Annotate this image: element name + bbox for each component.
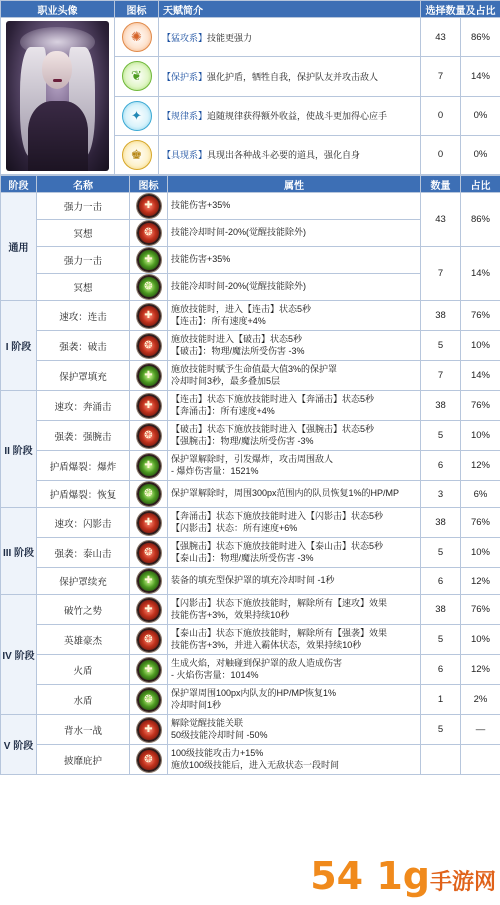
skill-attr-line: 技能伤害+35% — [171, 254, 231, 265]
skill-attr-line: 生成火焰，对触碰到保护罩的敌人造成伤害 — [171, 658, 343, 668]
skill-percent: — — [461, 715, 500, 745]
skill-emblem-icon: ✚ — [137, 364, 161, 388]
skill-emblem-icon: ❂ — [137, 221, 161, 245]
skill-name: 强袭：强腕击 — [37, 421, 130, 451]
skill-attributes — [168, 595, 421, 625]
skill-row — [1, 451, 500, 481]
skill-emblem-icon: ❂ — [137, 541, 161, 565]
skill-attr-line: 100级技能攻击力+15% — [171, 748, 264, 758]
skill-row — [1, 685, 500, 715]
skill-row — [1, 301, 500, 331]
skill-percent — [461, 745, 500, 775]
skill-icon-cell — [130, 655, 168, 685]
count-header: 数量 — [421, 176, 461, 193]
attr-header: 属性 — [168, 176, 421, 193]
talent-count: 0 — [421, 96, 461, 135]
skill-emblem-icon: ❂ — [137, 688, 161, 712]
skill-attr-line: 技能冷却时间-20%(觉醒技能除外) — [171, 227, 307, 238]
skill-icon-header: 图标 — [130, 176, 168, 193]
skill-icon-cell — [130, 595, 168, 625]
talent-row — [1, 18, 500, 57]
talent-tag: 【保护系】 — [162, 71, 208, 82]
skill-count: 5 — [421, 625, 461, 655]
skill-row — [1, 331, 500, 361]
skill-row — [1, 247, 500, 274]
skill-attr-line: - 火焰伤害量：1014% — [171, 669, 259, 680]
talent-text: 追随规律获得额外收益，使战斗更加得心应手 — [207, 111, 388, 122]
skill-icon-cell — [130, 745, 168, 775]
skill-count: 38 — [421, 391, 461, 421]
skill-icon-cell — [130, 220, 168, 247]
skill-emblem-icon: ❂ — [137, 424, 161, 448]
skill-name: 护盾爆裂：爆炸 — [37, 451, 130, 481]
skill-count: 6 — [421, 568, 461, 595]
skill-header-row — [1, 176, 500, 193]
skill-row — [1, 391, 500, 421]
skill-emblem-icon: ✚ — [137, 394, 161, 418]
skill-name: 冥想 — [37, 220, 130, 247]
skill-icon-cell — [130, 361, 168, 391]
talent-icon-cell — [115, 57, 159, 96]
skill-attr-line: 解除觉醒技能关联 — [171, 718, 244, 728]
skill-emblem-icon: ✚ — [137, 248, 161, 272]
talent-tag: 【规律系】 — [162, 111, 208, 122]
talent-icon-cell — [115, 135, 159, 174]
skill-percent: 10% — [461, 538, 500, 568]
skill-name: 英雄豪杰 — [37, 625, 130, 655]
talent-count: 43 — [421, 18, 461, 57]
stage-label: II 阶段 — [1, 391, 37, 508]
skill-attributes — [168, 715, 421, 745]
skill-emblem-icon: ❂ — [137, 275, 161, 299]
talent-intro-header: 天赋简介 — [159, 1, 421, 18]
skill-attr-line: 【强腕击】状态下施放技能时进入【泰山击】状态5秒 — [171, 541, 384, 551]
talent-percent: 14% — [461, 57, 500, 96]
skill-count: 6 — [421, 655, 461, 685]
skill-attributes — [168, 391, 421, 421]
skill-attr-line: 冷却时间1秒 — [171, 699, 222, 710]
skill-emblem-icon: ✚ — [137, 569, 161, 593]
skill-row — [1, 538, 500, 568]
skill-row — [1, 361, 500, 391]
skill-row — [1, 508, 500, 538]
talent-description — [159, 18, 421, 57]
skill-attributes — [168, 193, 421, 220]
skill-percent: 76% — [461, 301, 500, 331]
stage-label: V 阶段 — [1, 715, 37, 775]
skill-attributes — [168, 538, 421, 568]
skill-row — [1, 421, 500, 451]
class-portrait-cell — [1, 18, 115, 175]
skill-name: 背水一战 — [37, 715, 130, 745]
skill-attr-line: 【连击】：所有速度+4% — [171, 315, 266, 326]
skill-attributes — [168, 745, 421, 775]
skill-emblem-icon: ❂ — [137, 334, 161, 358]
skill-attr-line: 技能伤害+3%，并进入霸体状态，效果持续10秒 — [171, 639, 362, 650]
skill-attributes — [168, 685, 421, 715]
skill-table — [0, 175, 500, 775]
pct-header: 占比 — [461, 176, 500, 193]
watermark-main: 54 1g — [310, 854, 430, 898]
skill-icon-cell — [130, 625, 168, 655]
talent-header-row — [1, 1, 500, 18]
skill-attributes — [168, 625, 421, 655]
skill-name: 保护罩续充 — [37, 568, 130, 595]
skill-name: 强袭：破击 — [37, 331, 130, 361]
skill-name: 速攻：连击 — [37, 301, 130, 331]
skill-percent: 6% — [461, 481, 500, 508]
stage-label: III 阶段 — [1, 508, 37, 595]
skill-name: 破竹之势 — [37, 595, 130, 625]
skill-attributes — [168, 247, 421, 274]
talent-table — [0, 0, 500, 175]
skill-attr-line: 施放技能时赋予生命值最大值3%的保护罩 — [171, 364, 338, 374]
skill-attr-line: 冷却时间3秒，最多叠加5层 — [171, 375, 281, 386]
skill-attr-line: 施放技能时，进入【连击】状态5秒 — [171, 304, 312, 314]
skill-percent: 10% — [461, 421, 500, 451]
skill-name: 强袭：泰山击 — [37, 538, 130, 568]
skill-name: 速攻：闪影击 — [37, 508, 130, 538]
skill-count: 7 — [421, 247, 461, 301]
talent-icon-header: 图标 — [115, 1, 159, 18]
skill-attr-line: 技能伤害+35% — [171, 200, 231, 211]
talent-icon-cell — [115, 96, 159, 135]
skill-icon-cell — [130, 421, 168, 451]
skill-count: 5 — [421, 538, 461, 568]
skill-percent: 14% — [461, 361, 500, 391]
skill-count: 38 — [421, 301, 461, 331]
talent-percent: 86% — [461, 18, 500, 57]
skill-count: 7 — [421, 361, 461, 391]
skill-name: 护盾爆裂：恢复 — [37, 481, 130, 508]
skill-count: 43 — [421, 193, 461, 247]
skill-attr-line: 【破击】：物理/魔法所受伤害 -3% — [171, 345, 305, 356]
skill-emblem-icon: ❂ — [137, 748, 161, 772]
skill-count: 3 — [421, 481, 461, 508]
skill-attr-line: 【破击】状态下施放技能时进入【强腕击】状态5秒 — [171, 424, 375, 434]
talent-tag: 【具现系】 — [162, 150, 208, 161]
skill-attr-line: 保护罩解除时，周围300px范围内的队员恢复1%的HP/MP — [171, 488, 400, 499]
skill-attributes — [168, 481, 421, 508]
class-portrait — [6, 21, 109, 171]
skill-row — [1, 568, 500, 595]
name-header: 名称 — [37, 176, 130, 193]
skill-name: 保护罩填充 — [37, 361, 130, 391]
skill-attributes — [168, 508, 421, 538]
skill-percent: 12% — [461, 568, 500, 595]
skill-attr-line: 保护罩解除时，引发爆炸，攻击周围敌人 — [171, 454, 334, 464]
skill-attributes — [168, 301, 421, 331]
skill-attributes — [168, 568, 421, 595]
skill-count: 38 — [421, 595, 461, 625]
skill-emblem-icon: ❂ — [137, 482, 161, 506]
rule-icon: ✦ — [122, 101, 152, 131]
skill-count: 5 — [421, 715, 461, 745]
skill-icon-cell — [130, 301, 168, 331]
skill-percent: 10% — [461, 625, 500, 655]
talent-count-header: 选择数量及占比 — [421, 1, 500, 18]
talent-description — [159, 135, 421, 174]
skill-emblem-icon: ✚ — [137, 598, 161, 622]
skill-icon-cell — [130, 451, 168, 481]
portrait-header: 职业头像 — [1, 1, 115, 18]
talent-icon-cell — [115, 18, 159, 57]
talent-text: 具现出各种战斗必要的道具，强化自身 — [207, 150, 361, 161]
skill-row — [1, 193, 500, 220]
skill-row — [1, 655, 500, 685]
skill-attr-line: 【奔涌击】：所有速度+4% — [171, 405, 275, 416]
skill-percent: 12% — [461, 655, 500, 685]
skill-icon-cell — [130, 247, 168, 274]
skill-count: 1 — [421, 685, 461, 715]
skill-attr-line: 【闪影击】状态：所有速度+6% — [171, 522, 298, 533]
skill-name: 冥想 — [37, 274, 130, 301]
skill-attr-line: 50级技能冷却时间 -50% — [171, 729, 268, 740]
fierce-icon: ✺ — [122, 22, 152, 52]
skill-count: 5 — [421, 421, 461, 451]
skill-attr-line: 装备的填充型保护罩的填充冷却时间 -1秒 — [171, 575, 335, 586]
skill-attr-line: 施放100级技能后，进入无敌状态一段时间 — [171, 759, 340, 770]
skill-name: 火盾 — [37, 655, 130, 685]
skill-emblem-icon: ✚ — [137, 304, 161, 328]
skill-attr-line: 【泰山击】：物理/魔法所受伤害 -3% — [171, 552, 314, 563]
talent-percent: 0% — [461, 96, 500, 135]
talent-description — [159, 96, 421, 135]
skill-count: 5 — [421, 331, 461, 361]
real-icon: ♚ — [122, 140, 152, 170]
skill-attr-line: 保护罩周围100px内队友的HP/MP恢复1% — [171, 688, 337, 698]
skill-attributes — [168, 361, 421, 391]
skill-attr-line: 【泰山击】状态下施放技能时，解除所有【强袭】效果 — [171, 628, 388, 638]
skill-attr-line: - 爆炸伤害量：1521% — [171, 465, 259, 476]
skill-row — [1, 481, 500, 508]
skill-icon-cell — [130, 481, 168, 508]
skill-emblem-icon: ✚ — [137, 511, 161, 535]
skill-icon-cell — [130, 568, 168, 595]
skill-icon-cell — [130, 538, 168, 568]
skill-attr-line: 【强腕击】：物理/魔法所受伤害 -3% — [171, 435, 314, 446]
talent-count: 7 — [421, 57, 461, 96]
skill-percent: 76% — [461, 508, 500, 538]
skill-name: 水盾 — [37, 685, 130, 715]
skill-icon-cell — [130, 685, 168, 715]
skill-emblem-icon: ✚ — [137, 658, 161, 682]
skill-percent: 76% — [461, 391, 500, 421]
skill-icon-cell — [130, 193, 168, 220]
talent-text: 强化护盾，牺牲自我，保护队友并攻击敌人 — [207, 71, 379, 82]
skill-count: 38 — [421, 508, 461, 538]
skill-attr-line: 【闪影击】状态下施放技能时，解除所有【速攻】效果 — [171, 598, 388, 608]
skill-percent: 14% — [461, 247, 500, 301]
site-watermark — [310, 856, 496, 903]
skill-name: 强力一击 — [37, 193, 130, 220]
skill-name: 披靡庇护 — [37, 745, 130, 775]
guard-icon: ❦ — [122, 61, 152, 91]
skill-attributes — [168, 220, 421, 247]
skill-icon-cell — [130, 274, 168, 301]
talent-text: 技能更强力 — [207, 32, 253, 43]
skill-emblem-icon: ✚ — [137, 194, 161, 218]
skill-attr-line: 【奔涌击】状态下施放技能时进入【闪影击】状态5秒 — [171, 511, 384, 521]
watermark-sub: 手游网 — [429, 870, 496, 895]
skill-attr-line: 技能冷却时间-20%(觉醒技能除外) — [171, 281, 307, 292]
skill-percent: 76% — [461, 595, 500, 625]
skill-percent: 2% — [461, 685, 500, 715]
skill-attributes — [168, 451, 421, 481]
skill-percent: 12% — [461, 451, 500, 481]
skill-name: 强力一击 — [37, 247, 130, 274]
skill-attr-line: 【连击】状态下施放技能时进入【奔涌击】状态5秒 — [171, 394, 375, 404]
stage-label: I 阶段 — [1, 301, 37, 391]
talent-percent: 0% — [461, 135, 500, 174]
skill-percent: 10% — [461, 331, 500, 361]
skill-row — [1, 715, 500, 745]
skill-emblem-icon: ✚ — [137, 454, 161, 478]
skill-attributes — [168, 655, 421, 685]
skill-attr-line: 技能伤害+3%，效果持续10秒 — [171, 609, 290, 620]
stage-label: 通用 — [1, 193, 37, 301]
skill-row — [1, 745, 500, 775]
skill-attributes — [168, 331, 421, 361]
skill-icon-cell — [130, 391, 168, 421]
skill-percent: 86% — [461, 193, 500, 247]
stage-label: IV 阶段 — [1, 595, 37, 715]
stage-header: 阶段 — [1, 176, 37, 193]
skill-emblem-icon: ❂ — [137, 628, 161, 652]
skill-attributes — [168, 421, 421, 451]
skill-icon-cell — [130, 715, 168, 745]
skill-count: 6 — [421, 451, 461, 481]
talent-count: 0 — [421, 135, 461, 174]
skill-row — [1, 625, 500, 655]
skill-icon-cell — [130, 331, 168, 361]
skill-emblem-icon: ✚ — [137, 718, 161, 742]
skill-attributes — [168, 274, 421, 301]
skill-attr-line: 施放技能时进入【破击】状态5秒 — [171, 334, 303, 344]
talent-tag: 【猛攻系】 — [162, 32, 208, 43]
skill-icon-cell — [130, 508, 168, 538]
talent-description — [159, 57, 421, 96]
skill-row — [1, 595, 500, 625]
skill-name: 速攻：奔涌击 — [37, 391, 130, 421]
skill-count — [421, 745, 461, 775]
